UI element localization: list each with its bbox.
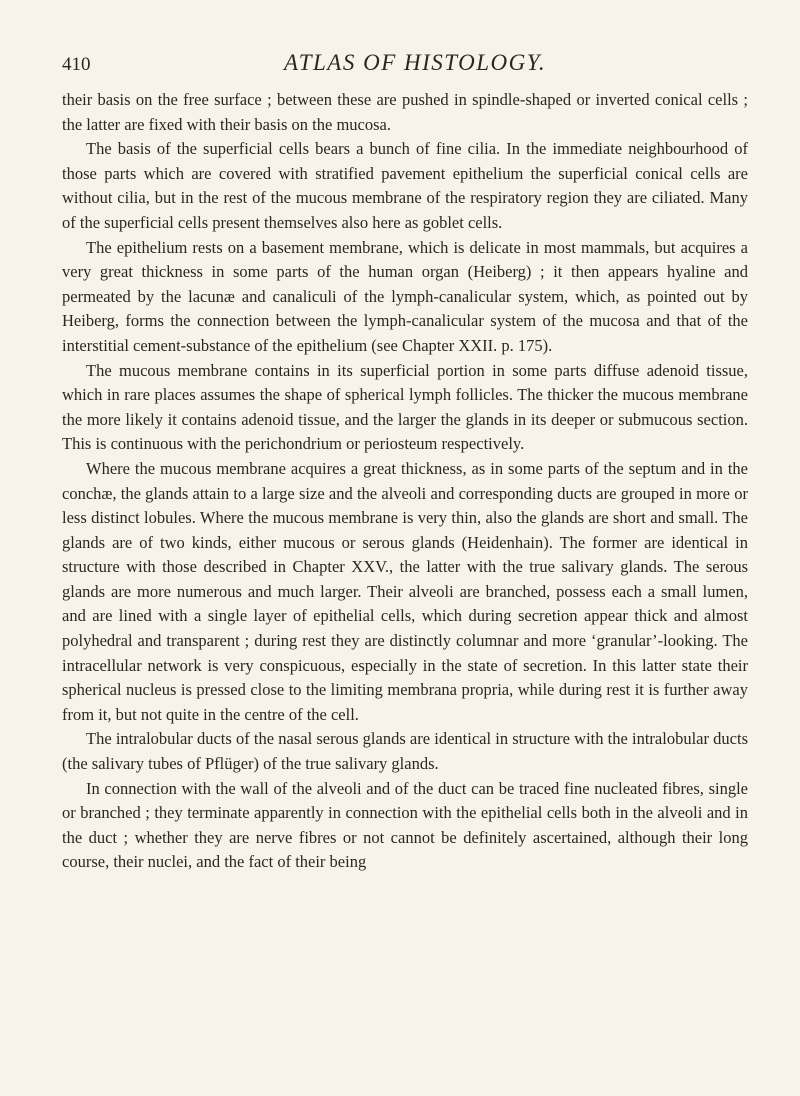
paragraph-glands: Where the mucous membrane acquires a great thickness, as in some parts of the septum and in the conchæ, the glands attain to a large size and the alveoli and corresponding ducts are grouped in more or less distinct lobules. Where the mucous membrane is very thin, also the glands are short and small. The glands are of two kinds, either mucous or serous glands (Heidenhain). The former are identical in structure with those described in Chapter XXV., the latter with the true salivary glands. The serous glands are more numerous and much larger. Their alveoli are branched, possess each a small lumen, and are lined with a single layer of epithelial cells, which during secretion appear thick and almost polyhedral and transparent ; during rest they are distinctly columnar and more ‘granular’-looking. The intracellular network is very conspicuous, especially in the state of secretion. In this latter state their spherical nucleus is pressed close to the limiting membrana propria, while during rest it is further away from it, but not quite in the centre of the cell. (62, 458, 748, 724)
page-header (62, 50, 722, 84)
paragraph-nucleated-fibres: In connection with the wall of the alveoli and of the duct can be traced fine nucleated fibres, single or branched ; they terminate apparently in connection with the epithelial cells both in the alveoli and in the duct ; whether they are nerve fibres or not cannot be definitely ascertained, although their long course, their nuclei, and the fact of their being (62, 778, 748, 872)
paragraph-intralobular-ducts: The intralobular ducts of the nasal serous glands are identical in structure with the intralobular ducts (the salivary tubes of Pflüger) of the true salivary glands. (62, 729, 748, 774)
paragraph-continued: their basis on the free surface ; between these are pushed in spindle-shaped or inverted conical cells ; the latter are fixed with their basis on the mucosa. (62, 90, 748, 134)
running-head: ATLAS OF HISTOLOGY. (284, 50, 547, 75)
page-number: 410 (62, 54, 91, 75)
paragraph-cilia: The basis of the superficial cells bears a bunch of fine cilia. In the immediate neighbourhood of those parts which are covered with stratified pavement epithelium the superficial conical cells are without cilia, but in the rest of the mucous membrane of the respiratory region they are ciliated. Many of the superficial cells present themselves also here as goblet cells. (62, 139, 748, 232)
paragraph-adenoid-tissue: The mucous membrane contains in its superficial portion in some parts diffuse adenoid tissue, which in rare places assumes the shape of spherical lymph follicles. The thicker the mucous membrane the more likely it contains adenoid tissue, and the larger the glands in its deeper or submucous section. This is continuous with the perichondrium or periosteum respectively. (62, 360, 748, 454)
body-text (62, 88, 748, 875)
paragraph-basement-membrane: The epithelium rests on a basement membrane, which is delicate in most mammals, but acquires a very great thickness in some parts of the human organ (Heiberg) ; it then appears hyaline and permeated by the lacunæ and canaliculi of the lymph-canalicular system, which, as pointed out by Heiberg, forms the connection between the lymph-canalicular system of the mucosa and that of the interstitial cement-substance of the epithelium (see Chapter XXII. p. 175). (62, 237, 748, 355)
